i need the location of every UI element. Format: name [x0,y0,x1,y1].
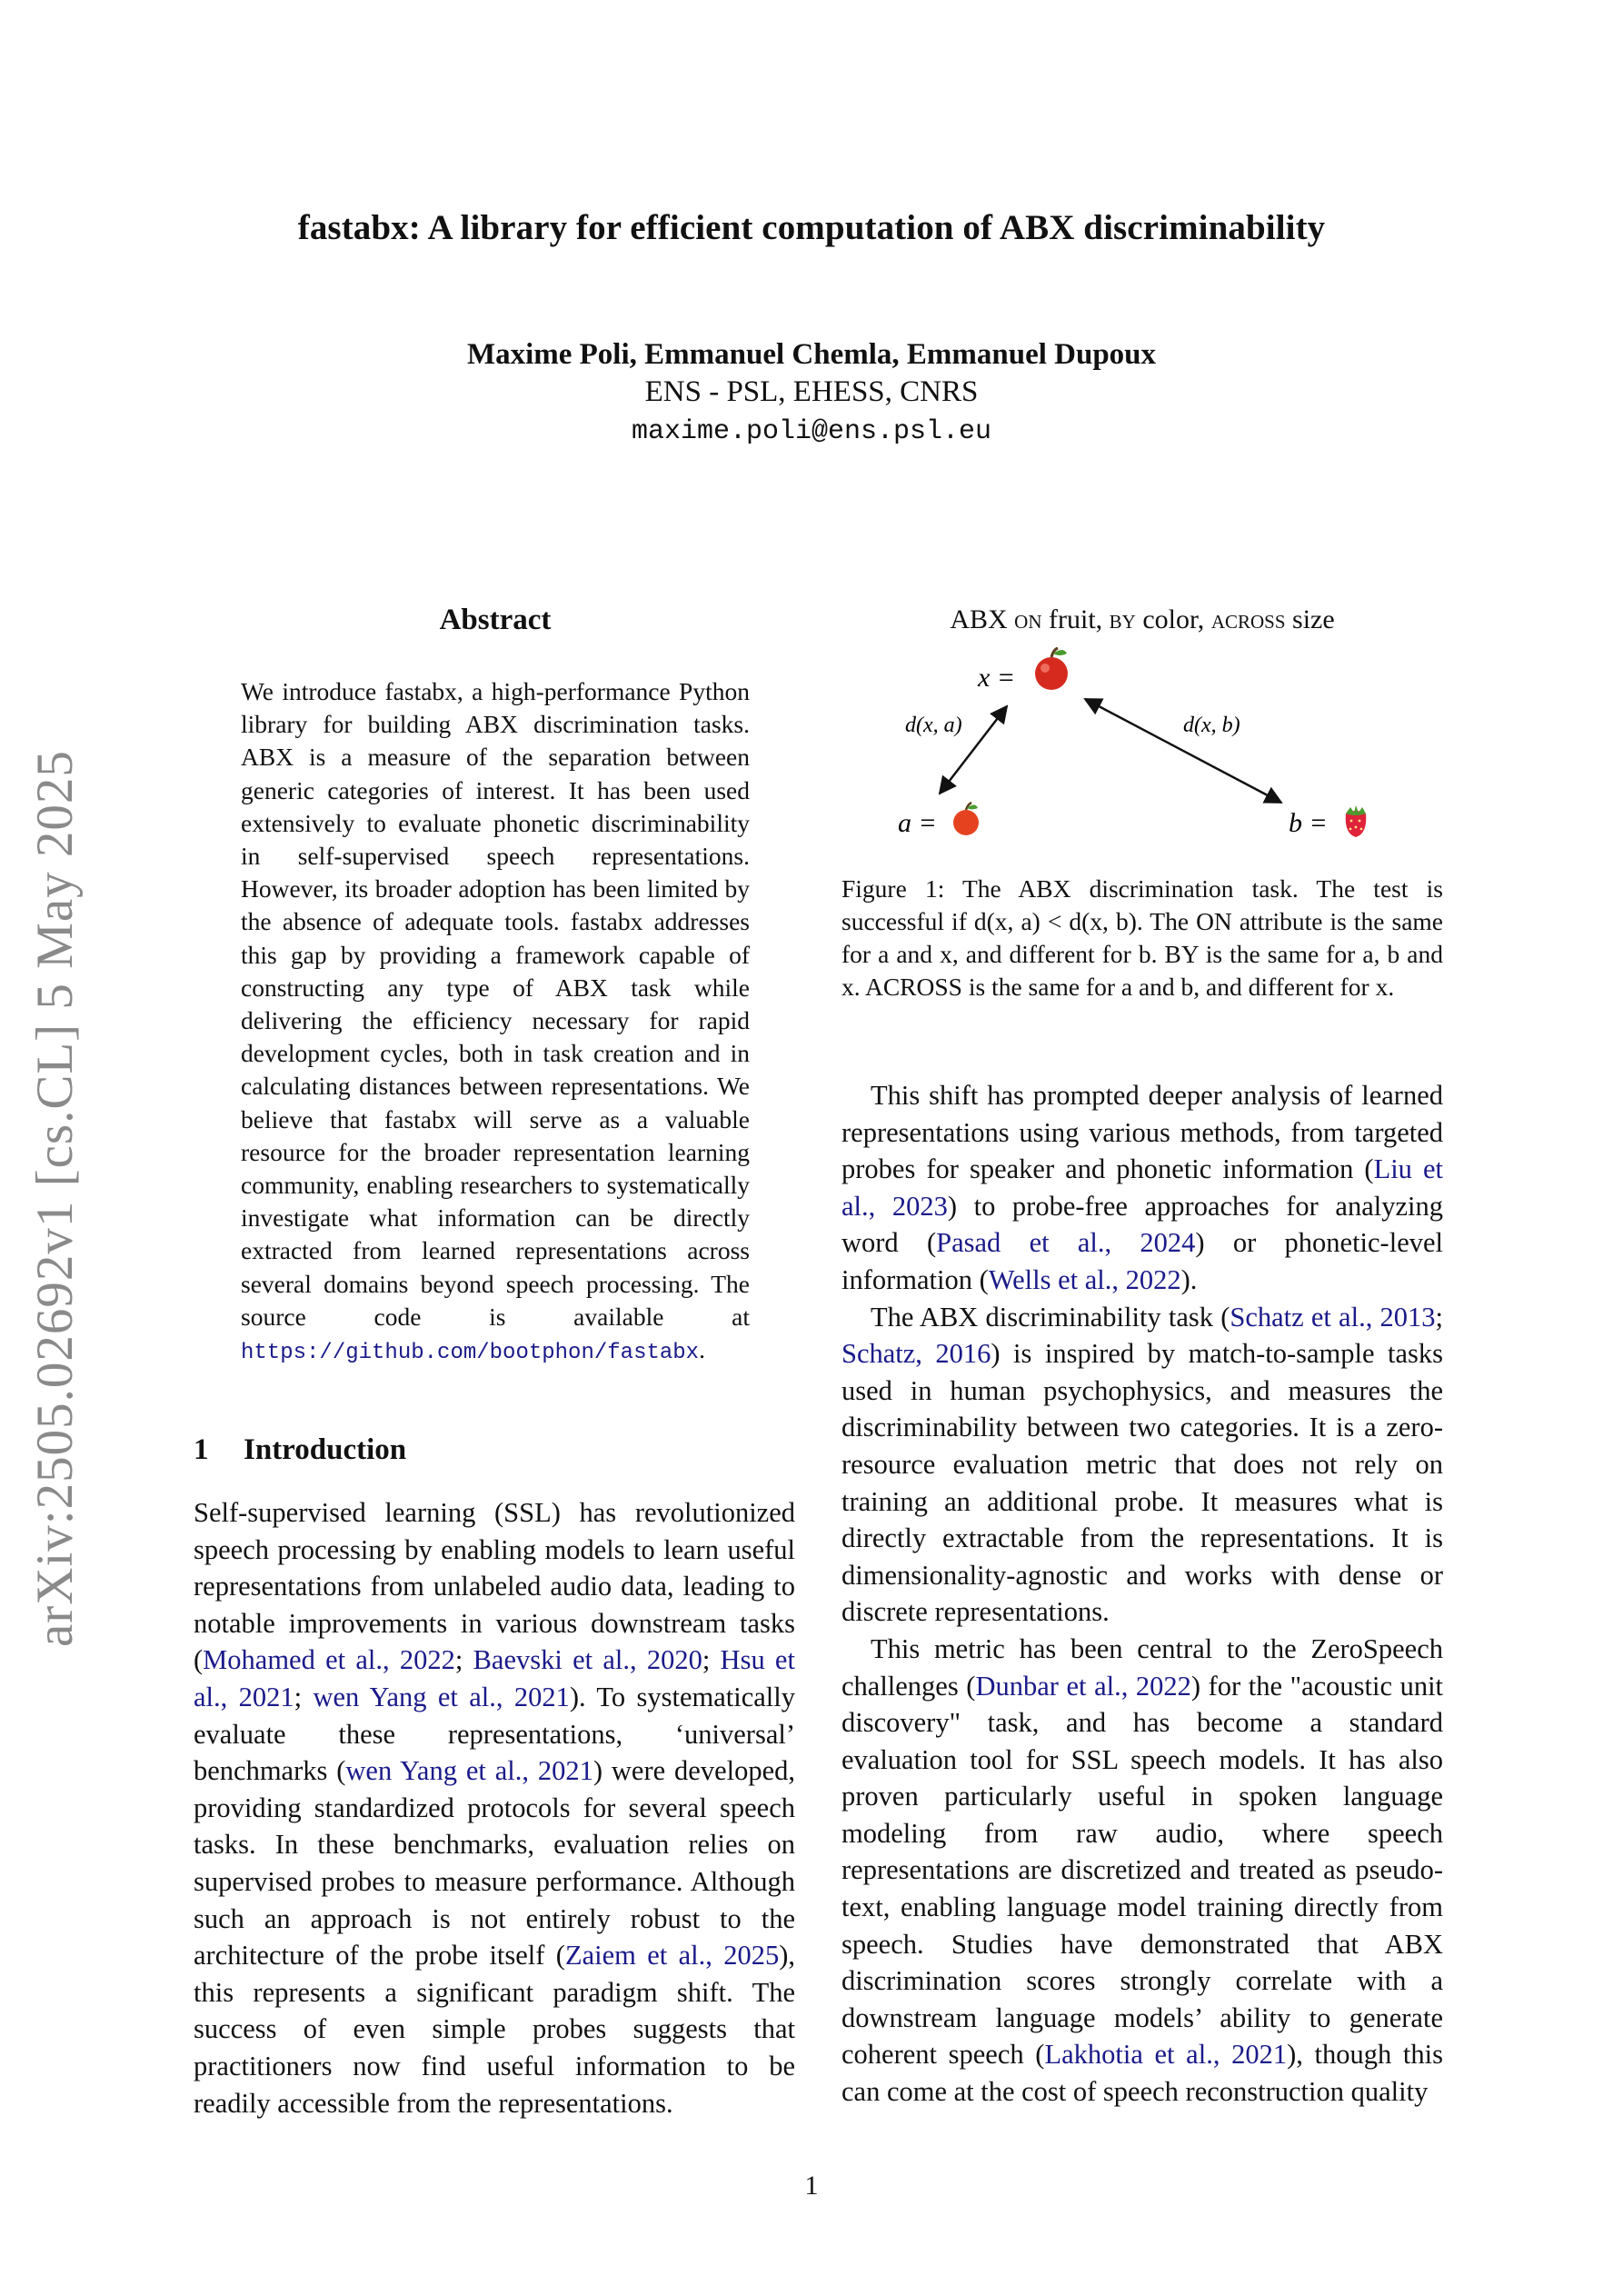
section-title: Introduction [244,1433,407,1466]
paper-affiliation: ENS - PSL, EHESS, CNRS [644,375,979,408]
node-b-label: b = [1289,808,1328,838]
section-heading [194,1433,406,1467]
by-keyword: by [1109,604,1136,634]
strawberry-b-icon [1346,805,1367,837]
abstract-body [241,675,750,1370]
text-run: ) were developed, providing standardized protocols for several speech tasks. In these benchmarks, evaluation relies on supervised probes to measure performance. Although such an approach is not entirely robust to the architecture of the probe itself ( [194,1755,795,1972]
citation-link[interactable]: Mohamed et al., 2022 [203,1644,455,1676]
intro-paragraph-1 [194,1494,795,2121]
citation-link[interactable]: Dunbar et al., 2022 [975,1670,1191,1702]
text-run: ). To systematically evaluate these representations, ‘universal’ benchmarks ( [194,1681,795,1787]
text-run: The ABX discriminability task ( [871,1301,1230,1333]
abx-diagram [841,641,1443,845]
across-keyword: across [1210,604,1286,634]
text-run: ; [294,1681,314,1712]
text-run: ; [454,1644,473,1676]
citation-link[interactable]: Zaiem et al., 2025 [564,1940,780,1972]
text-run: ), this represents a significant paradigm shift. The success of even simple probes suggests that practitioners now find useful information to be readily accessible from the representations. [194,1940,795,2119]
citation-link[interactable]: Schatz, 2016 [841,1338,991,1370]
citation-link[interactable]: Hsu et al., 2021 [194,1644,795,1712]
on-keyword: on [1014,604,1042,634]
arxiv-identifier: arXiv:2505.02692v1 [cs.CL] 5 May 2025 [26,750,84,1647]
text-run: ) or phonetic-level information ( [841,1227,1443,1295]
text-run: ) for the "acoustic unit discovery" task, and has become a standard evaluation tool for SSL speech models. It has also proven particularly useful in spoken language modeling from raw audio, where speech representations are discretized and treated as pseudo-text, enabling language model training directly from speech. Studies have demonstrated that ABX discrimination scores strongly correlate with a downstream language models’ ability to generate coherent speech ( [841,1670,1444,2071]
text-run: This metric has been central to the ZeroSpeech challenges ( [841,1632,1443,1702]
citation-link[interactable]: Pasad et al., 2024 [936,1227,1196,1259]
citation-link[interactable]: Wells et al., 2022 [988,1263,1181,1295]
citation-link[interactable]: Liu et al., 2023 [841,1153,1443,1222]
text-run: ), though this can come at the cost of speech reconstruction quality [841,2039,1443,2108]
text-run: ). [1180,1263,1198,1295]
text-run: Self-supervised learning (SSL) has revolutionized speech processing by enabling models to learn useful representations from unlabeled audio data, leading to notable improvements in various downstream tasks ( [194,1497,795,1676]
abstract-heading: Abstract [439,604,552,636]
abstract-end: . [699,1335,705,1364]
paper-authors: Maxime Poli, Emmanuel Chemla, Emmanuel Dupoux [466,338,1157,371]
text-run: fruit, [1041,604,1110,634]
page-number: 1 [804,2171,819,2201]
figure-title [841,604,1443,635]
edge-xa-label: d(x, a) [905,714,962,737]
text-run: ) is inspired by match-to-sample tasks used in human psychophysics, and measures the discriminability between two categories. It is a zero-resource evaluation metric that does not rely on training an additional probe. It measures what is directly extractable from the representations. It is dimensionality-agnostic and works with dense or discrete representations. [841,1338,1443,1628]
citation-link[interactable]: wen Yang et al., 2021 [345,1755,593,1787]
text-run: ) to probe-free approaches for analyzing word ( [841,1190,1443,1259]
intro-paragraph-2 [841,1077,1443,1299]
text-run: ; [702,1644,721,1676]
right-column [841,1077,1443,2111]
edge-xb-label: d(x, b) [1183,714,1240,737]
apple-a-icon [953,803,979,835]
section-number: 1 [194,1433,209,1466]
source-code-link[interactable]: https://github.com/bootphon/fastabx [241,1341,700,1366]
node-a-label: a = [898,808,937,838]
citation-link[interactable]: Schatz et al., 2013 [1230,1301,1436,1333]
node-x-label: x = [978,663,1016,693]
citation-link[interactable]: Lakhotia et al., 2021 [1044,2039,1288,2071]
text-run: color, [1135,604,1211,634]
text-run: size [1285,604,1335,634]
citation-link[interactable]: wen Yang et al., 2021 [313,1681,570,1712]
left-column [194,1494,795,2121]
text-run: ; [1435,1301,1444,1333]
paper-title: fastabx: A library for efficient computation of ABX discriminability [297,208,1326,247]
paper-email[interactable]: maxime.poli@ens.psl.eu [631,416,992,447]
apple-x-icon [1035,648,1068,690]
text-run: ABX [950,604,1015,634]
figure-caption: Figure 1: The ABX discrimination task. The test is successful if d(x, a) < d(x, b). The ON attribute is the same for a and x, and different for b. BY is the same for a, b and x. ACROSS is the same for a and b, and different for x. [841,874,1443,1001]
intro-paragraph-4 [841,1631,1443,2111]
intro-paragraph-3 [841,1299,1443,1631]
citation-link[interactable]: Baevski et al., 2020 [473,1644,702,1676]
text-run: This shift has prompted deeper analysis of learned representations using various methods, from targeted probes for speaker and phonetic information ( [841,1080,1443,1185]
abstract-text: We introduce fastabx, a high-performance Python library for building ABX discrimination tasks. ABX is a measure of the separation between generic categories of interest. It has been used extensively to evaluate phonetic discriminability in self-supervised speech representations. However, its broader adoption has been limited by the absence of adequate tools. fastabx addresses this gap by providing a framework capable of constructing any type of ABX task while delivering the efficiency necessary for rapid development cycles, both in task creation and in calculating distances between representations. We believe that fastabx will serve as a valuable resource for the broader representation learning community, enabling researchers to systematically investigate what information can be directly extracted from learned representations across several domains beyond speech processing. The source code is available at [241,677,750,1331]
